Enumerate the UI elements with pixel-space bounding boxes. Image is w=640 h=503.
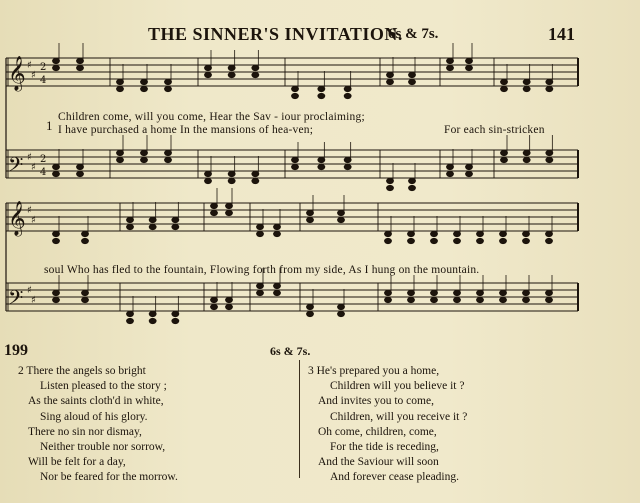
verse-line: There no sin nor dismay, — [28, 425, 142, 438]
verse-2 — [18, 364, 178, 486]
verse-line: Nor be feared for the morrow. — [40, 471, 178, 484]
svg-text:𝄞: 𝄞 — [8, 56, 26, 91]
verse-line: Listen pleased to the story ; — [40, 380, 167, 393]
hymn-meter: 6s & 7s. — [270, 344, 311, 358]
hymn-number: 199 — [4, 342, 28, 359]
svg-text:♯: ♯ — [27, 205, 32, 216]
svg-text:♯: ♯ — [27, 285, 32, 296]
svg-text:♯: ♯ — [31, 295, 36, 306]
svg-text:♯: ♯ — [31, 215, 36, 226]
verse-line: And invites you to come, — [318, 395, 434, 408]
page-number: 141 — [548, 24, 575, 44]
svg-text:♯: ♯ — [27, 60, 32, 71]
svg-text:2: 2 — [40, 62, 47, 73]
verse-line: Oh come, children, come, — [318, 425, 437, 438]
meter-label: 6s & 7s. — [388, 26, 439, 42]
svg-text:♯: ♯ — [27, 152, 32, 163]
verse-line: Children will you believe it ? — [330, 380, 465, 393]
hymn-title: THE SINNER'S INVITATION. — [148, 24, 403, 44]
verse-line: 2 There the angels so bright — [18, 365, 146, 377]
lyric-line-2: soul Who has fled to the fountain, Flowing forth from my side, As I hung on the mountain. — [44, 264, 480, 276]
svg-text:♯: ♯ — [31, 162, 36, 173]
svg-text:2: 2 — [40, 154, 47, 165]
verse-line: Will be felt for a day, — [28, 456, 126, 469]
stanza-number: 1 — [46, 118, 53, 133]
verse-line: Neither trouble nor sorrow, — [40, 441, 166, 454]
svg-text:𝄞: 𝄞 — [8, 201, 26, 236]
svg-text:♯: ♯ — [31, 70, 36, 81]
verse-3 — [308, 364, 467, 486]
svg-text:4: 4 — [40, 167, 47, 178]
verse-line: And the Saviour will soon — [318, 456, 439, 469]
verse-line: As the saints cloth'd in white, — [28, 395, 164, 408]
verse-line: Children, will you receive it ? — [330, 410, 468, 423]
verse-line: And forever cease pleading. — [330, 471, 459, 484]
verse-line: Sing aloud of his glory. — [40, 410, 148, 423]
svg-text:𝄢: 𝄢 — [8, 286, 24, 314]
verse-line: 3 He's prepared you a home, — [308, 365, 440, 377]
lyric-line-1a: Children come, will you come, Hear the Sav - iour proclaiming; — [58, 111, 365, 123]
lyric-line-1b: I have purchased a home In the mansions of hea-ven; — [58, 124, 314, 136]
verse-line: For the tide is receding, — [330, 441, 439, 454]
lyric-line-1c: For each sin-stricken — [444, 124, 545, 136]
column-divider — [299, 360, 300, 478]
svg-text:𝄢: 𝄢 — [8, 153, 24, 181]
svg-text:4: 4 — [40, 75, 47, 86]
